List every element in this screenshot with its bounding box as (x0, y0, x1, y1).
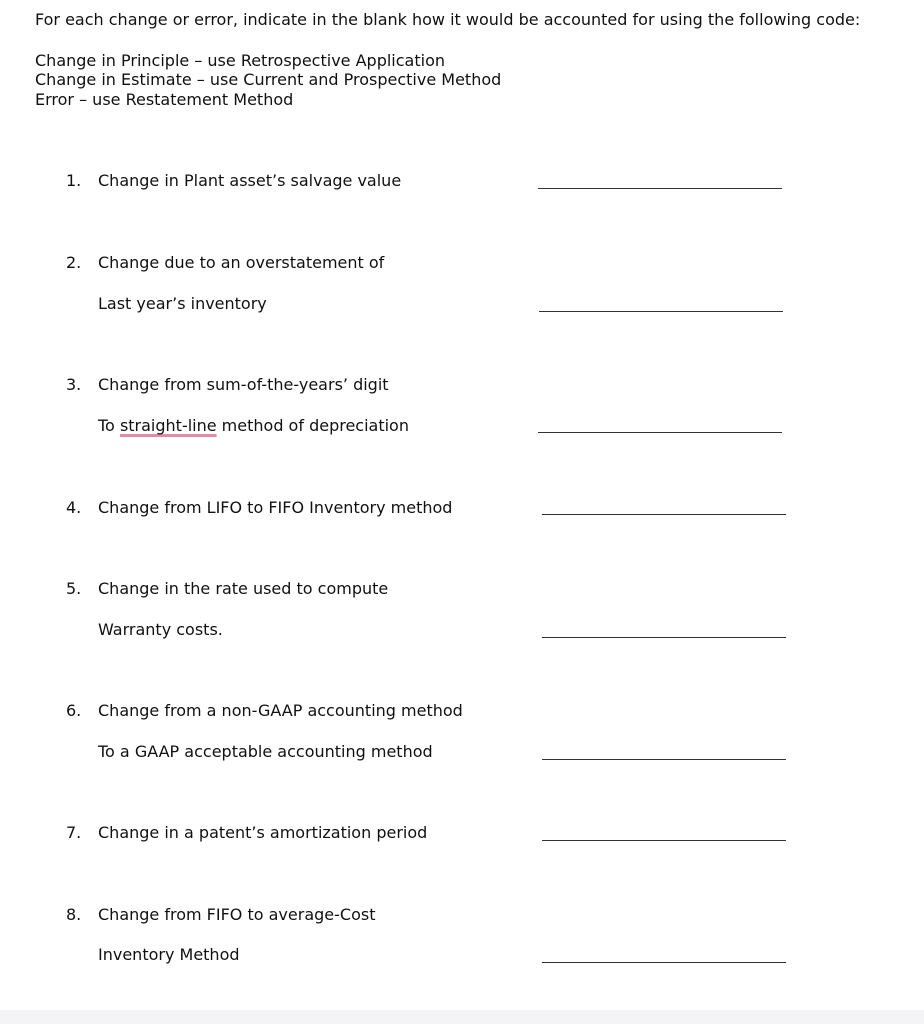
answer-blank-2[interactable] (539, 311, 783, 312)
question-text: Change from FIFO to average-Cost (98, 905, 376, 924)
question-text: Change from sum-of-the-years’ digit (98, 375, 389, 394)
question-number: 1. (66, 171, 82, 190)
page-background-band (0, 1010, 924, 1024)
question-number: 6. (66, 701, 82, 720)
answer-blank-4[interactable] (542, 514, 786, 515)
question-number: 8. (66, 905, 82, 924)
text-prefix: To (98, 416, 120, 435)
code-estimate: Change in Estimate – use Current and Prospective Method (35, 70, 502, 89)
question-text-continued: Inventory Method (98, 945, 240, 964)
question-number: 4. (66, 498, 82, 517)
question-text: Change from LIFO to FIFO Inventory method (98, 498, 453, 517)
answer-blank-1[interactable] (538, 188, 782, 189)
question-number: 7. (66, 823, 82, 842)
question-text: Change in the rate used to compute (98, 579, 389, 598)
question-number: 2. (66, 253, 82, 272)
question-text: Change due to an overstatement of (98, 253, 385, 272)
question-number: 3. (66, 375, 82, 394)
question-text: Change in Plant asset’s salvage value (98, 171, 402, 190)
question-text-continued: To a GAAP acceptable accounting method (98, 742, 433, 761)
spellcheck-flagged-word: straight-line (119, 416, 217, 435)
instructions-text: For each change or error, indicate in the blank how it would be accounted for using the following code: (35, 10, 861, 29)
code-principle: Change in Principle – use Retrospective Application (35, 51, 445, 70)
question-number: 5. (66, 579, 82, 598)
question-text-continued: Last year’s inventory (98, 294, 267, 313)
question-text: Change in a patent’s amortization period (98, 823, 428, 842)
question-text-continued (98, 416, 409, 436)
question-text: Change from a non-GAAP accounting method (98, 701, 463, 720)
answer-blank-6[interactable] (542, 759, 786, 760)
text-suffix: method of depreciation (216, 416, 409, 435)
question-text-continued: Warranty costs. (98, 620, 223, 639)
answer-blank-3[interactable] (538, 432, 782, 433)
answer-blank-8[interactable] (542, 962, 786, 963)
answer-blank-7[interactable] (542, 840, 786, 841)
code-error: Error – use Restatement Method (35, 90, 294, 109)
answer-blank-5[interactable] (542, 637, 786, 638)
